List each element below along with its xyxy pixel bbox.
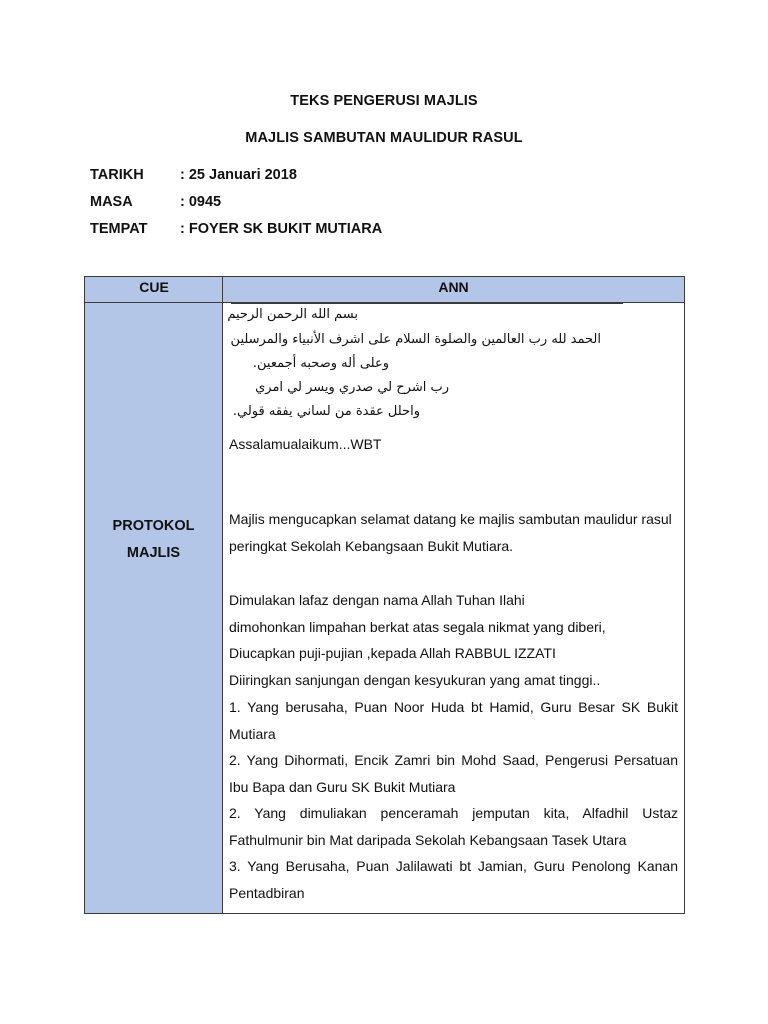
list-item: 2. Yang Dihormati, Encik Zamri bin Mohd Saad, Pengerusi Persatuan Ibu Bapa dan Guru SK Bukit Mutiara	[229, 752, 678, 795]
verse-line: Dimulakan lafaz dengan nama Allah Tuhan Ilahi	[229, 592, 525, 608]
document-title: TEKS PENGERUSI MAJLIS	[290, 93, 478, 109]
greeting-text: Assalamualaikum...WBT	[229, 436, 382, 452]
table-header-row	[85, 277, 684, 303]
verse-line: dimohonkan limpahan berkat atas segala nikmat yang diberi,	[229, 618, 606, 635]
list-item: 3. Yang Berusaha, Puan Jalilawati bt Jamian, Guru Penolong Kanan Pentadbiran	[229, 858, 678, 901]
cue-text	[85, 513, 222, 567]
cue-line-2: MAJLIS	[126, 545, 181, 561]
meta-masa-value: : 0945	[180, 194, 222, 210]
guest-list	[229, 694, 678, 906]
meta-tempat-label: TEMPAT	[90, 221, 148, 237]
arabic-line: الحمد لله رب العالمين والصلوة السلام على اشرف الأنبياء والمرسلين	[230, 332, 601, 347]
meta-tarikh-label: TARIKH	[90, 167, 144, 183]
meta-tarikh-value: : 25 Januari 2018	[180, 167, 297, 183]
header-cue: CUE	[139, 279, 169, 295]
cue-cell	[85, 303, 222, 913]
script-table	[84, 276, 685, 914]
arabic-line: بسم الله الرحمن الرحيم	[227, 307, 358, 322]
arabic-line: رب اشرح لي صدري ويسر لي امري	[255, 380, 449, 395]
verse-line: Diucapkan puji-pujian ,kepada Allah RABBUL IZZATI	[229, 645, 556, 661]
list-item: 1. Yang berusaha, Puan Noor Huda bt Hamid, Guru Besar SK Bukit Mutiara	[229, 699, 678, 742]
document-subtitle: MAJLIS SAMBUTAN MAULIDUR RASUL	[245, 130, 523, 146]
meta-tempat-value: : FOYER SK BUKIT MUTIARA	[180, 221, 383, 237]
header-ann: ANN	[438, 279, 469, 295]
verse-line: Diiringkan sanjungan dengan kesyukuran yang amat tinggi..	[229, 671, 601, 688]
cue-line-1: PROTOKOL	[112, 518, 195, 534]
meta-masa-label: MASA	[90, 194, 133, 210]
welcome-paragraph: Majlis mengucapkan selamat datang ke majlis sambutan maulidur rasul peringkat Sekolah Kebangsaan Bukit Mutiara.	[229, 511, 672, 554]
opening-verse	[229, 587, 678, 693]
arabic-line: واحلل عقدة من لساني يفقه قولي.	[232, 404, 420, 419]
arabic-line: وعلى أله وصحبه أجمعين.	[252, 356, 389, 371]
list-item: 2. Yang dimuliakan penceramah jemputan kita, Alfadhil Ustaz Fathulmunir bin Mat daripada Sekolah Kebangsaan Tasek Utara	[229, 805, 678, 848]
cell-top-rule	[231, 303, 623, 304]
ann-cell	[223, 303, 684, 913]
